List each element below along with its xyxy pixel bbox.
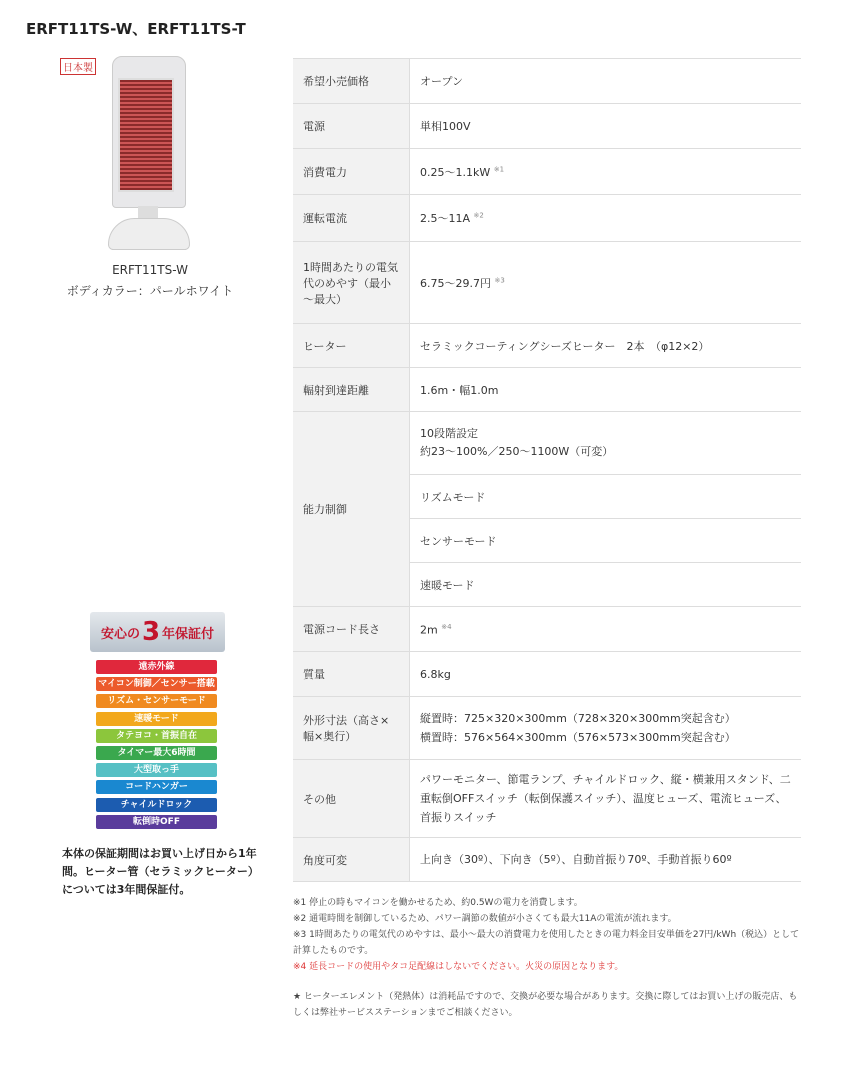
feature-label: 遠赤外線 xyxy=(96,660,217,674)
spec-value: オープン xyxy=(410,59,802,104)
warranty-note: 本体の保証期間はお買い上げ日から1年間。ヒーター管（セラミックヒーター）については3年間保証付。 xyxy=(62,847,259,896)
footnotes xyxy=(293,895,803,1021)
spec-row xyxy=(293,412,801,475)
spec-value: 10段階設定 約23～100%／250～1100W（可変） xyxy=(410,412,802,475)
made-in-japan-badge: 日本製 xyxy=(60,58,96,75)
spec-label: 能力制御 xyxy=(293,412,410,607)
spec-label: 角度可変 xyxy=(293,838,410,882)
spec-value: 1.6m・幅1.0m xyxy=(410,368,802,412)
spec-value: 速暖モード xyxy=(410,563,802,607)
product-model: ERFT11TS-W xyxy=(112,263,188,277)
spec-row xyxy=(293,242,801,324)
footnote-4: ※4 延長コードの使用やタコ足配線はしないでください。火災の原因となります。 xyxy=(293,962,624,972)
feature-label: 大型取っ手 xyxy=(96,763,217,777)
spec-label: 運転電流 xyxy=(293,195,410,242)
spec-row xyxy=(293,697,801,760)
spec-row xyxy=(293,104,801,149)
spec-value: 2m $^{※4}$ xyxy=(410,607,802,652)
spec-row xyxy=(293,149,801,195)
spec-label: ヒーター xyxy=(293,324,410,368)
spec-label: 電源コード長さ xyxy=(293,607,410,652)
spec-label: 電源 xyxy=(293,104,410,149)
footnote-3: ※3 1時間あたりの電気代のめやすは、最小～最大の消費電力を使用したときの電力料金目安単価を27円/kWh（税込）として計算したものです。 xyxy=(293,930,800,956)
product-color: ボディカラー：パールホワイト xyxy=(66,284,234,298)
spec-value: 6.75～29.7円 $^{※3}$ xyxy=(410,242,802,324)
spec-label: その他 xyxy=(293,760,410,838)
spec-value: 縦置時：725×320×300mm（728×320×300mm突起含む） 横置時：576×564×300mm（576×573×300mm突起含む） xyxy=(410,697,802,760)
feature-label: タテヨコ・首振自在 xyxy=(96,729,217,743)
spec-label: 質量 xyxy=(293,652,410,697)
spec-value: リズムモード xyxy=(410,475,802,519)
spec-row xyxy=(293,59,801,104)
spec-row xyxy=(293,324,801,368)
footnote-1: ※1 停止の時もマイコンを働かせるため、約0.5Wの電力を消費します。 xyxy=(293,898,583,908)
spec-value: セラミックコーティングシーズヒーター 2本 （φ12×2） xyxy=(410,324,802,368)
spec-table xyxy=(293,58,801,882)
spec-value: 2.5～11A $^{※2}$ xyxy=(410,195,802,242)
spec-label: 希望小売価格 xyxy=(293,59,410,104)
feature-label: リズム・センサーモード xyxy=(96,694,217,708)
feature-label: チャイルドロック xyxy=(96,798,217,812)
feature-label: マイコン制御／センサー搭載 xyxy=(96,677,217,691)
spec-label: 1時間あたりの電気代のめやす（最小～最大） xyxy=(293,242,410,324)
spec-row xyxy=(293,652,801,697)
page-title: ERFT11TS-W、ERFT11TS-T xyxy=(26,20,246,38)
star-note: ★ ヒーターエレメント（発熱体）は消耗品ですので、交換が必要な場合があります。交換に際してはお買い上げの販売店、もしくは弊社サービスステーションまでご相談ください。 xyxy=(293,992,798,1018)
feature-label: 転倒時OFF xyxy=(96,815,217,829)
spec-value: 上向き（30º）、下向き（5º）、自動首振り70º、手動首振り60º xyxy=(410,838,802,882)
spec-row xyxy=(293,838,801,882)
spec-value: 0.25～1.1kW $^{※1}$ xyxy=(410,149,802,195)
spec-row xyxy=(293,368,801,412)
spec-label: 外形寸法（高さ×幅×奥行） xyxy=(293,697,410,760)
spec-row xyxy=(293,760,801,838)
spec-value: センサーモード xyxy=(410,519,802,563)
feature-label: 速暖モード xyxy=(96,712,217,726)
product-image xyxy=(108,56,188,250)
spec-row xyxy=(293,195,801,242)
feature-label: タイマー最大6時間 xyxy=(96,746,217,760)
spec-row xyxy=(293,607,801,652)
spec-label: 消費電力 xyxy=(293,149,410,195)
footnote-2: ※2 通電時間を制御しているため、パワー調節の数値が小さくても最大11Aの電流が流れます。 xyxy=(293,914,677,924)
spec-value: パワーモニター、節電ランプ、チャイルドロック、縦・横兼用スタンド、二重転倒OFFスイッチ（転倒保護スイッチ）、温度ヒューズ、電流ヒューズ、首振りスイッチ xyxy=(410,760,802,838)
spec-label: 輻射到達距離 xyxy=(293,368,410,412)
spec-value: 6.8kg xyxy=(410,652,802,697)
spec-value: 単相100V xyxy=(410,104,802,149)
warranty-badge: 安心の 3 年保証付 xyxy=(90,612,225,652)
feature-label: コードハンガー xyxy=(96,780,217,794)
